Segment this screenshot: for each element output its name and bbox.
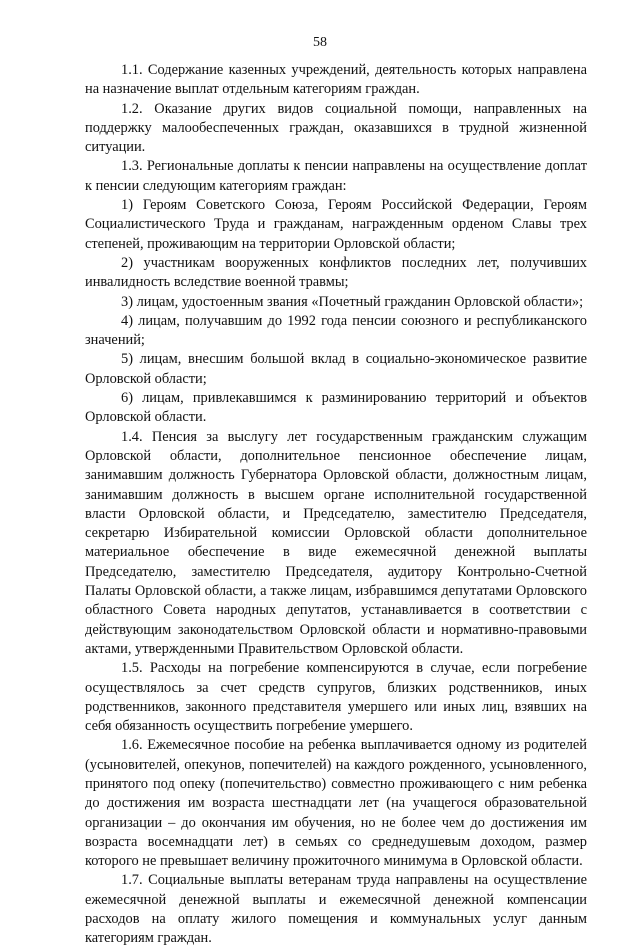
list-item-1: 1) Героям Советского Союза, Героям Российской Федерации, Героям Социалистического Труда и гражданам, награжденным орденом Славы трех степеней, проживающим на территории Орловской области; bbox=[85, 197, 587, 252]
list-item-5: 5) лицам, внесшим большой вклад в социально-экономическое развитие Орловской области; bbox=[85, 351, 587, 387]
list-item-2: 2) участникам вооруженных конфликтов последних лет, получивших инвалидность вследствие военной травмы; bbox=[85, 254, 587, 291]
paragraph-1-5: 1.5. Расходы на погребение компенсируются в случае, если погребение осуществлялось за счет средств супругов, близких родственников, иных родственников, законного представителя умершего или иных лиц, взявших на себя обязанность осуществить погребение умершего. bbox=[85, 660, 587, 735]
paragraph-1-3: 1.3. Региональные доплаты к пенсии направлены на осуществление доплат к пенсии следующим категориям граждан: bbox=[85, 158, 587, 194]
list-item-6: 6) лицам, привлекавшимся к разминированию территорий и объектов Орловской области. bbox=[85, 390, 587, 426]
paragraph-1-2: 1.2. Оказание других видов социальной помощи, направленных на поддержку малообеспеченных граждан, оказавшихся в трудной жизненной ситуации. bbox=[85, 100, 587, 156]
list-item-3: 3) лицам, удостоенным звания «Почетный гражданин Орловской области»; bbox=[121, 293, 584, 310]
document-body bbox=[85, 61, 587, 949]
paragraph-1-7: 1.7. Социальные выплаты ветеранам труда направлены на осуществление ежемесячной денежной выплаты и ежемесячной денежной компенсации расходов на оплату жилого помещения и коммунальных услуг данным категориям граждан. bbox=[85, 872, 587, 947]
paragraph-1-4: 1.4. Пенсия за выслугу лет государственным гражданским служащим Орловской области, дополнительное пенсионное обеспечение лицам, занимавшим должность Губернатора Орловской области, должностным лицам, занимавшим должность в высшем органе исполнительной государственной власти Орловской области, и Председателю, заместителю Председателя, секретарю Избирательной комиссии Орловской области дополнительное материальное обеспечение в виде ежемесячной денежной выплаты Председателю, заместителю Председателя, аудитору Контрольно-Счетной Палаты Орловской области, а также лицам, избравшимся депутатами Орловского областного Совета народных депутатов, устанавливается в соответствии с действующим законодательством Орловской области и нормативно-правовыми актами, утвержденными Правительством Орловской области. bbox=[85, 428, 587, 657]
paragraph-1-1: 1.1. Содержание казенных учреждений, деятельность которых направлена на назначение выплат отдельным категориям граждан. bbox=[85, 62, 587, 98]
paragraph-1-6: 1.6. Ежемесячное пособие на ребенка выплачивается одному из родителей (усыновителей, опекунов, попечителей) на каждого рожденного, усыновленного, принятого под опеку (попечительство) совместно проживающего с ним ребенка до достижения им возраста шестнадцати лет (на учащегося образовательной организации – до окончания им обучения, но не более чем до достижения им возраста восемнадцати лет) в семьях со среднедушевым доходом, размер которого не превышает величину прожиточного минимума в Орловской области. bbox=[85, 737, 587, 870]
list-item-4: 4) лицам, получавшим до 1992 года пенсии союзного и республиканского значений; bbox=[85, 312, 587, 349]
page-number: 58 bbox=[313, 35, 327, 50]
